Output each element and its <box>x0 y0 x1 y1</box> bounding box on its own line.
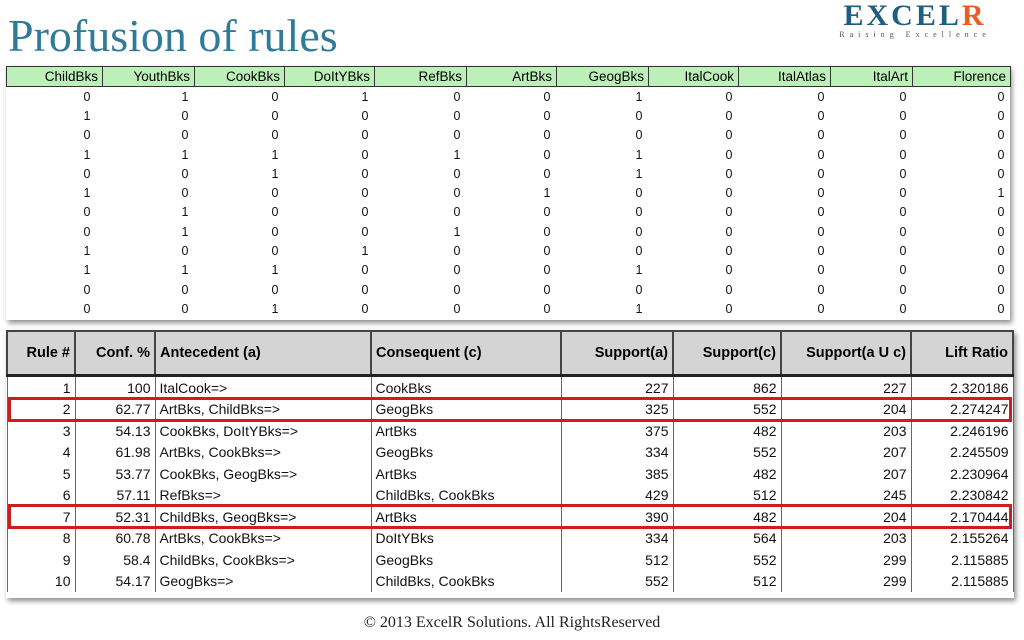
binary-cell: 0 <box>181 282 189 297</box>
binary-cell: 0 <box>543 128 551 143</box>
binary-cell: 0 <box>635 224 643 239</box>
binary-cell: 0 <box>817 301 825 316</box>
binary-cell: 0 <box>997 301 1005 316</box>
rule-cell: 52.31 <box>75 506 155 528</box>
binary-cell: 0 <box>635 108 643 123</box>
binary-col-header: ItalCook <box>649 67 739 87</box>
rule-cell: 512 <box>673 485 781 507</box>
binary-cell: 1 <box>181 224 189 239</box>
rule-cell: 53.77 <box>75 463 155 485</box>
rules-col-header: Antecedent (a) <box>155 331 371 376</box>
rule-cell: 54.13 <box>75 420 155 442</box>
binary-cell: 0 <box>453 166 461 181</box>
binary-cell: 1 <box>453 147 461 162</box>
rule-cell: 3 <box>7 420 75 442</box>
binary-cell: 0 <box>899 166 907 181</box>
binary-cell: 0 <box>725 263 733 278</box>
rule-cell: 203 <box>781 420 911 442</box>
rule-cell: GeogBks=> <box>155 571 371 593</box>
binary-cell: 0 <box>817 263 825 278</box>
binary-cell: 0 <box>899 224 907 239</box>
rule-cell: GeogBks <box>371 549 561 571</box>
rule-cell: ChildBks, CookBks=> <box>155 549 371 571</box>
rule-cell: 62.77 <box>75 399 155 421</box>
rule-cell: 862 <box>673 376 781 399</box>
binary-cell: 0 <box>271 244 279 259</box>
binary-col-header: CookBks <box>195 67 285 87</box>
binary-cell: 0 <box>725 224 733 239</box>
binary-cell: 0 <box>361 282 369 297</box>
rules-col-header: Support(a U c) <box>781 331 911 376</box>
rule-cell: ChildBks, CookBks <box>371 571 561 593</box>
binary-cell: 0 <box>453 244 461 259</box>
binary-cell: 0 <box>817 244 825 259</box>
logo-word-accent: R <box>961 0 987 32</box>
rule-cell: 58.4 <box>75 549 155 571</box>
binary-cell: 0 <box>181 186 189 201</box>
binary-table-header-row <box>7 67 1011 87</box>
binary-table-row <box>7 280 1011 299</box>
rule-cell: 61.98 <box>75 442 155 464</box>
rule-cell: 552 <box>561 571 673 593</box>
binary-cell: 0 <box>899 263 907 278</box>
rule-cell: 204 <box>781 399 911 421</box>
rule-cell: 2.246196 <box>911 420 1013 442</box>
binary-cell: 1 <box>83 108 91 123</box>
binary-table-body <box>7 87 1011 319</box>
rule-cell: 2.230964 <box>911 463 1013 485</box>
logo-word-main: EXCEL <box>843 0 962 32</box>
binary-cell: 0 <box>817 282 825 297</box>
binary-cell: 0 <box>635 282 643 297</box>
rule-cell: 482 <box>673 420 781 442</box>
rule-cell: ChildBks, CookBks <box>371 485 561 507</box>
binary-cell: 1 <box>181 89 189 104</box>
binary-cell: 0 <box>361 186 369 201</box>
binary-col-header: ArtBks <box>467 67 557 87</box>
binary-cell: 0 <box>543 205 551 220</box>
binary-col-header: GeogBks <box>557 67 649 87</box>
binary-cell: 0 <box>817 147 825 162</box>
binary-cell: 0 <box>543 147 551 162</box>
rule-cell: CookBks, GeogBks=> <box>155 463 371 485</box>
binary-table-row <box>7 164 1011 183</box>
rule-cell: ArtBks, CookBks=> <box>155 442 371 464</box>
binary-cell: 0 <box>361 147 369 162</box>
binary-cell: 0 <box>635 128 643 143</box>
binary-col-header: ChildBks <box>7 67 103 87</box>
binary-cell: 0 <box>83 301 91 316</box>
binary-cell: 0 <box>271 128 279 143</box>
binary-cell: 0 <box>543 301 551 316</box>
rule-cell: 2.320186 <box>911 376 1013 399</box>
binary-col-header: Florence <box>913 67 1011 87</box>
rule-cell: 334 <box>561 528 673 550</box>
rule-cell: 375 <box>561 420 673 442</box>
binary-cell: 0 <box>997 224 1005 239</box>
rule-cell: 482 <box>673 463 781 485</box>
rules-col-header: Lift Ratio <box>911 331 1013 376</box>
binary-cell: 0 <box>899 128 907 143</box>
binary-data-table <box>6 66 1010 320</box>
binary-cell: 0 <box>725 147 733 162</box>
rule-cell: 299 <box>781 549 911 571</box>
binary-cell: 1 <box>361 244 369 259</box>
binary-cell: 0 <box>453 186 461 201</box>
rule-cell: 207 <box>781 463 911 485</box>
binary-table-row <box>7 203 1011 222</box>
rule-cell: GeogBks <box>371 442 561 464</box>
rule-cell: CookBks <box>371 376 561 399</box>
rules-col-header: Support(c) <box>673 331 781 376</box>
rule-cell: ArtBks <box>371 420 561 442</box>
binary-cell: 0 <box>453 128 461 143</box>
rule-cell: ArtBks, CookBks=> <box>155 528 371 550</box>
binary-cell: 0 <box>361 128 369 143</box>
binary-cell: 1 <box>181 147 189 162</box>
binary-table-row <box>7 241 1011 260</box>
rule-cell: 2 <box>7 399 75 421</box>
binary-cell: 0 <box>997 166 1005 181</box>
binary-cell: 0 <box>271 224 279 239</box>
copyright-footer: © 2013 ExcelR Solutions. All RightsReserved <box>363 614 661 631</box>
rule-cell: 390 <box>561 506 673 528</box>
rule-row <box>7 420 1013 442</box>
binary-cell: 1 <box>635 166 643 181</box>
binary-cell: 0 <box>181 301 189 316</box>
binary-cell: 0 <box>899 205 907 220</box>
binary-cell: 0 <box>725 89 733 104</box>
rule-cell: ArtBks <box>371 506 561 528</box>
rule-cell: 207 <box>781 442 911 464</box>
binary-cell: 1 <box>635 301 643 316</box>
binary-cell: 0 <box>543 166 551 181</box>
binary-cell: 0 <box>271 282 279 297</box>
binary-cell: 0 <box>83 89 91 104</box>
binary-cell: 0 <box>725 128 733 143</box>
rule-cell: ChildBks, GeogBks=> <box>155 506 371 528</box>
binary-cell: 0 <box>361 224 369 239</box>
rule-row <box>7 376 1013 399</box>
binary-cell: 0 <box>83 128 91 143</box>
logo-tagline: Raising Excellence <box>839 30 991 39</box>
rule-cell: 564 <box>673 528 781 550</box>
binary-cell: 1 <box>997 186 1005 201</box>
binary-cell: 0 <box>997 263 1005 278</box>
binary-cell: 1 <box>453 224 461 239</box>
binary-table-row <box>7 87 1011 107</box>
rule-cell: 54.17 <box>75 571 155 593</box>
binary-cell: 0 <box>725 166 733 181</box>
rule-cell: 5 <box>7 463 75 485</box>
rule-cell: 429 <box>561 485 673 507</box>
binary-cell: 0 <box>997 282 1005 297</box>
rule-cell: 245 <box>781 485 911 507</box>
binary-table-row <box>7 299 1011 318</box>
binary-cell: 0 <box>725 205 733 220</box>
rules-col-header: Rule # <box>7 331 75 376</box>
binary-cell: 1 <box>181 205 189 220</box>
binary-cell: 0 <box>453 282 461 297</box>
binary-col-header: ItalArt <box>831 67 913 87</box>
binary-cell: 0 <box>543 263 551 278</box>
binary-cell: 0 <box>361 166 369 181</box>
binary-cell: 0 <box>271 89 279 104</box>
binary-cell: 1 <box>635 89 643 104</box>
rule-cell: 2.230842 <box>911 485 1013 507</box>
rule-row <box>7 399 1013 421</box>
binary-cell: 0 <box>635 205 643 220</box>
binary-cell: 0 <box>899 108 907 123</box>
binary-cell: 1 <box>83 263 91 278</box>
binary-cell: 0 <box>453 301 461 316</box>
binary-cell: 0 <box>181 166 189 181</box>
rule-cell: 204 <box>781 506 911 528</box>
rule-cell: 60.78 <box>75 528 155 550</box>
rule-cell: ArtBks, ChildBks=> <box>155 399 371 421</box>
rule-cell: 8 <box>7 528 75 550</box>
binary-cell: 0 <box>83 282 91 297</box>
binary-cell: 0 <box>181 128 189 143</box>
rule-cell: 1 <box>7 376 75 399</box>
binary-cell: 0 <box>453 205 461 220</box>
rule-cell: 7 <box>7 506 75 528</box>
binary-cell: 0 <box>817 108 825 123</box>
binary-cell: 0 <box>997 147 1005 162</box>
binary-cell: 0 <box>725 301 733 316</box>
binary-cell: 0 <box>271 205 279 220</box>
rule-row <box>7 485 1013 507</box>
binary-cell: 0 <box>83 205 91 220</box>
binary-table-row <box>7 145 1011 164</box>
rule-cell: 552 <box>673 549 781 571</box>
rule-cell: 227 <box>561 376 673 399</box>
binary-table-row <box>7 106 1011 125</box>
binary-cell: 0 <box>899 301 907 316</box>
binary-cell: 1 <box>271 263 279 278</box>
binary-cell: 0 <box>543 244 551 259</box>
excelr-logo <box>812 0 1018 39</box>
rule-row <box>7 528 1013 550</box>
binary-cell: 1 <box>83 244 91 259</box>
rule-row <box>7 549 1013 571</box>
rule-cell: 512 <box>561 549 673 571</box>
binary-cell: 0 <box>997 205 1005 220</box>
binary-cell: 0 <box>997 244 1005 259</box>
binary-cell: 0 <box>453 263 461 278</box>
binary-cell: 0 <box>899 282 907 297</box>
binary-cell: 0 <box>271 108 279 123</box>
rule-cell: 385 <box>561 463 673 485</box>
binary-col-header: DoItYBks <box>285 67 375 87</box>
binary-table-row <box>7 126 1011 145</box>
binary-cell: 0 <box>543 282 551 297</box>
binary-cell: 0 <box>725 186 733 201</box>
rule-cell: 2.170444 <box>911 506 1013 528</box>
rule-cell: 2.155264 <box>911 528 1013 550</box>
binary-cell: 0 <box>817 205 825 220</box>
binary-col-header: RefBks <box>375 67 467 87</box>
binary-cell: 0 <box>997 89 1005 104</box>
rule-cell: 2.115885 <box>911 571 1013 593</box>
binary-cell: 0 <box>543 224 551 239</box>
binary-cell: 0 <box>817 224 825 239</box>
binary-col-header: YouthBks <box>103 67 195 87</box>
rule-cell: 512 <box>673 571 781 593</box>
binary-cell: 0 <box>453 108 461 123</box>
rule-cell: 2.245509 <box>911 442 1013 464</box>
rule-cell: 4 <box>7 442 75 464</box>
binary-cell: 0 <box>181 108 189 123</box>
rule-cell: 57.11 <box>75 485 155 507</box>
binary-cell: 1 <box>543 186 551 201</box>
rule-cell: 2.115885 <box>911 549 1013 571</box>
rules-table-body <box>7 376 1013 593</box>
rules-table-header-row <box>7 331 1013 376</box>
rule-cell: 299 <box>781 571 911 593</box>
rule-cell: 482 <box>673 506 781 528</box>
rule-cell: 203 <box>781 528 911 550</box>
rule-cell: 325 <box>561 399 673 421</box>
binary-cell: 0 <box>361 301 369 316</box>
rule-row <box>7 506 1013 528</box>
binary-cell: 0 <box>543 89 551 104</box>
binary-cell: 0 <box>635 244 643 259</box>
rule-cell: 10 <box>7 571 75 593</box>
binary-cell: 0 <box>635 186 643 201</box>
binary-cell: 0 <box>361 205 369 220</box>
rules-col-header: Consequent (c) <box>371 331 561 376</box>
binary-cell: 1 <box>361 89 369 104</box>
rule-cell: DoItYBks <box>371 528 561 550</box>
binary-col-header: ItalAtlas <box>739 67 831 87</box>
binary-cell: 0 <box>83 224 91 239</box>
rule-cell: 334 <box>561 442 673 464</box>
binary-cell: 1 <box>271 301 279 316</box>
rule-cell: ArtBks <box>371 463 561 485</box>
binary-table-row <box>7 183 1011 202</box>
binary-cell: 0 <box>817 186 825 201</box>
binary-cell: 1 <box>181 263 189 278</box>
binary-table-row <box>7 261 1011 280</box>
binary-cell: 0 <box>817 128 825 143</box>
rule-cell: CookBks, DoItYBks=> <box>155 420 371 442</box>
binary-cell: 0 <box>453 89 461 104</box>
binary-cell: 0 <box>899 186 907 201</box>
binary-cell: 0 <box>181 244 189 259</box>
rule-cell: ItalCook=> <box>155 376 371 399</box>
binary-cell: 1 <box>83 147 91 162</box>
binary-cell: 0 <box>361 263 369 278</box>
rule-cell: GeogBks <box>371 399 561 421</box>
rules-col-header: Conf. % <box>75 331 155 376</box>
rule-cell: 552 <box>673 442 781 464</box>
binary-cell: 0 <box>271 186 279 201</box>
rule-row <box>7 442 1013 464</box>
rule-cell: 9 <box>7 549 75 571</box>
binary-cell: 0 <box>899 147 907 162</box>
binary-cell: 0 <box>543 108 551 123</box>
binary-cell: 1 <box>635 263 643 278</box>
binary-cell: 0 <box>817 166 825 181</box>
binary-cell: 0 <box>899 89 907 104</box>
binary-cell: 0 <box>997 108 1005 123</box>
rule-cell: 6 <box>7 485 75 507</box>
binary-table-row <box>7 222 1011 241</box>
slide-title: Profusion of rules <box>8 10 338 61</box>
rule-cell: 227 <box>781 376 911 399</box>
rule-cell: 552 <box>673 399 781 421</box>
rule-row <box>7 463 1013 485</box>
rules-col-header: Support(a) <box>561 331 673 376</box>
binary-cell: 1 <box>635 147 643 162</box>
rule-cell: 2.274247 <box>911 399 1013 421</box>
binary-cell: 0 <box>361 108 369 123</box>
binary-cell: 0 <box>725 108 733 123</box>
binary-cell: 0 <box>83 166 91 181</box>
rule-cell: RefBks=> <box>155 485 371 507</box>
binary-cell: 0 <box>997 128 1005 143</box>
binary-cell: 1 <box>271 166 279 181</box>
binary-cell: 1 <box>83 186 91 201</box>
binary-cell: 0 <box>725 282 733 297</box>
binary-cell: 0 <box>817 89 825 104</box>
binary-cell: 1 <box>271 147 279 162</box>
association-rules-table <box>6 330 1014 598</box>
logo-wordmark <box>812 2 1018 30</box>
binary-cell: 0 <box>899 244 907 259</box>
binary-cell: 0 <box>725 244 733 259</box>
rule-cell: 100 <box>75 376 155 399</box>
rule-row <box>7 571 1013 593</box>
